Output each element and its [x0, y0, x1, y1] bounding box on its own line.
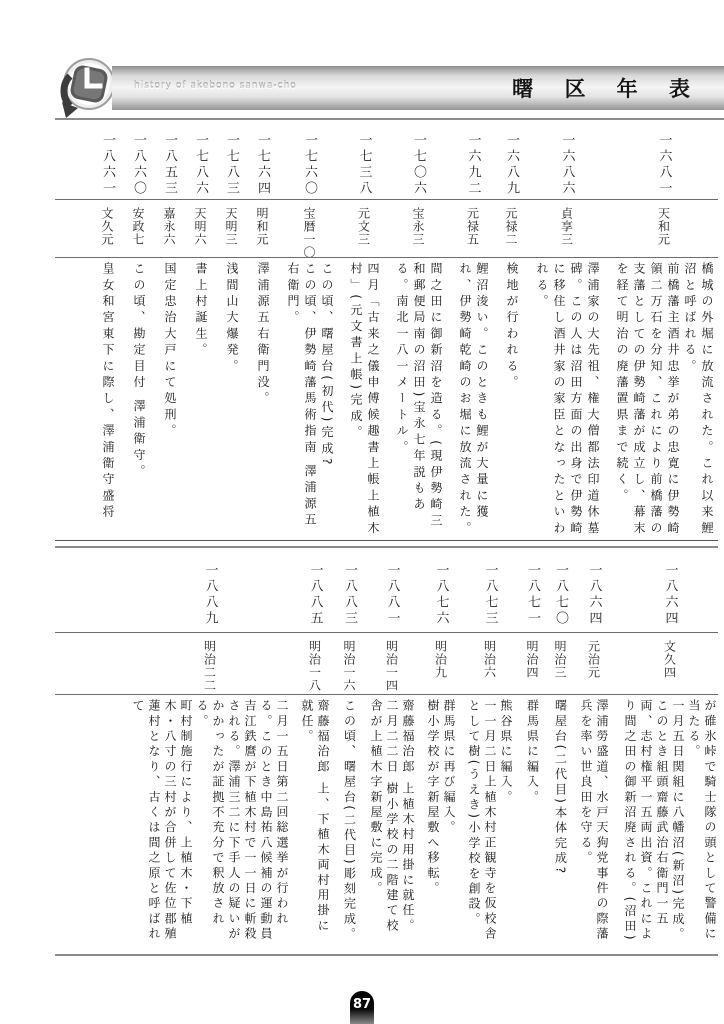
entry-paragraph: 群馬県に再び編入。	[442, 699, 456, 836]
band-section	[578, 554, 718, 946]
entry-era: 安政七	[131, 207, 145, 246]
timeline-entry	[340, 554, 359, 946]
timeline-entry	[222, 124, 241, 540]
timeline-entry	[393, 124, 444, 540]
entry-paragraph: 町村制施行により、上植木・下植木・八寸の三村が合併して佐位郡殖蓮村となり、古くは間之原と呼ばれて	[131, 699, 193, 943]
entry-era: 明治一四	[384, 640, 399, 692]
timeline-entry	[551, 554, 570, 946]
entry-paragraph: この頃、伊勢崎藩馬術指南 澤浦源五右衛門。	[286, 262, 317, 530]
entry-text	[284, 257, 335, 540]
entry-year: 一七三八	[356, 133, 372, 197]
entry-era: 天明六	[193, 207, 207, 246]
entry-year: 一七八三	[224, 133, 239, 197]
timeline-entry	[253, 124, 272, 540]
entry-paragraph: 橋城の外堀に放流された。これ以来鯉沼と呼ばれる。	[683, 262, 714, 538]
entry-era: 天和元	[656, 207, 671, 246]
entry-paragraph: 皇女和宮東下に際し、澤浦衛守盛将	[101, 262, 115, 522]
entry-text	[553, 694, 569, 946]
timeline-entry	[284, 124, 335, 540]
entry-era: 明治一八	[307, 640, 322, 692]
entry-text	[613, 257, 715, 540]
timeline-entry	[466, 554, 514, 946]
entry-text	[466, 694, 514, 946]
band-section	[55, 124, 718, 540]
timeline-entry	[425, 554, 457, 946]
entry-year: 一七六四	[255, 133, 270, 197]
entry-paragraph: この頃、曙屋台(二代目)彫刻完成。	[342, 699, 357, 943]
entry-era: 元治元	[586, 640, 601, 679]
entry-paragraph: この頃、勘定目付 澤浦衛守。	[132, 262, 146, 481]
entry-paragraph: 齋藤福治郎 上、下植木両村用掛に就任。	[300, 699, 330, 935]
entry-era: 嘉永六	[162, 207, 176, 246]
entry-year: 一六八一	[656, 133, 672, 197]
timeline-table	[55, 124, 718, 956]
timeline-band-edo	[55, 124, 718, 540]
band-bottom-rule	[55, 954, 718, 956]
timeline-entry	[130, 554, 290, 946]
entry-paragraph: 前橋藩主酒井忠挙が弟の忠寛に伊勢崎領二万石を分知、これにより前橋藩の支藩としての伊勢崎藩が成立し、幕末を経て明治の廃藩置県まで続く。	[615, 262, 680, 538]
band-section	[55, 554, 578, 946]
entry-year: 一八八三	[342, 563, 357, 627]
entry-text	[99, 257, 116, 540]
entry-paragraph: 浅間山大爆発。	[225, 262, 239, 376]
entry-year: 一八七六	[433, 563, 449, 627]
entry-era: 明治二二	[202, 640, 217, 692]
entry-paragraph: が碓氷峠で騎士隊の頭として警備に当たる。	[687, 699, 717, 943]
timeline-entry	[456, 124, 490, 540]
timeline-entry	[98, 124, 117, 540]
entry-year: 一七八六	[193, 133, 208, 197]
entry-text	[130, 694, 290, 946]
timeline-entry	[578, 554, 610, 946]
entry-paragraph: 澤浦家の大先祖、権大僧都法印道休墓碑。この人は沼田方面の出身で伊勢崎に移住し酒井家の家臣となったといわれる。	[535, 262, 600, 538]
entry-paragraph: 澤浦勞盛道、水戸天狗党事件の際藩兵を率い世良田を守る。	[579, 699, 609, 943]
entry-paragraph: 樹小学校が字新屋敷へ移転。	[426, 699, 440, 897]
entry-era: 元禄五	[465, 207, 480, 246]
entry-era: 宝暦一〇	[302, 207, 316, 259]
entry-paragraph: 齋藤福治郎 上植木村用掛に就任。	[401, 699, 415, 935]
timeline-entry	[368, 554, 416, 946]
timeline-entry	[622, 554, 718, 946]
entry-paragraph: 検地が行われる。	[505, 262, 519, 392]
entry-text	[525, 694, 541, 946]
entry-paragraph: 曙屋台(二代目)本体完成?	[553, 699, 568, 877]
entry-text	[342, 694, 358, 946]
entry-year: 一八八五	[307, 563, 323, 627]
entry-era: 文久四	[662, 640, 677, 679]
entry-text	[299, 694, 331, 946]
entry-year: 一八六一	[100, 133, 115, 197]
entry-year: 一八六四	[586, 563, 602, 627]
entry-text	[622, 694, 718, 946]
timeline-entry	[129, 124, 148, 540]
entry-era: 明治三	[553, 640, 567, 679]
entry-text	[192, 257, 209, 540]
page-number: 87	[352, 997, 372, 1012]
entry-year: 一八七〇	[553, 563, 568, 627]
entry-year: 一八八九	[202, 563, 218, 627]
entry-text	[533, 257, 601, 540]
entry-text	[456, 257, 490, 540]
timeline-entry	[502, 124, 521, 540]
entry-text	[393, 257, 444, 540]
entry-text	[161, 257, 178, 540]
timeline-entry	[160, 124, 179, 540]
entry-text	[368, 694, 416, 946]
entry-year: 一七六〇	[302, 133, 317, 197]
title-banner	[112, 66, 724, 110]
entry-paragraph: 一一月二日上植木村正観寺を仮校舎として樹(うえき)小学校を創設。	[467, 699, 497, 943]
entry-paragraph: 二月一五日第二回総選挙が行われる。このとき中島祐八候補の運動員吉江鉄麿が下植木村で一一日に斬殺される。澤浦三二に下手人の疑いがかかったが証拠不充分で釈放される。	[195, 699, 289, 943]
page-header	[0, 56, 724, 116]
entry-era: 明治九	[433, 640, 448, 679]
entry-paragraph: 群馬県に編入。	[525, 699, 540, 806]
entry-era: 明治一六	[342, 640, 356, 692]
timeline-entry	[533, 124, 601, 540]
entry-text	[347, 257, 381, 540]
timeline-entry	[523, 554, 542, 946]
entry-year: 一七〇六	[411, 133, 426, 197]
entry-text	[130, 257, 147, 540]
entry-year: 一六八六	[559, 133, 575, 197]
page-number-tab	[350, 991, 374, 1024]
entry-era: 元禄二	[504, 207, 518, 246]
entry-year: 一八八一	[384, 563, 400, 627]
entry-paragraph: 澤浦源五右衛門没。	[256, 262, 270, 408]
entry-text	[223, 257, 240, 540]
page-title: 曙 区 年 表	[512, 77, 702, 101]
timeline-entry	[299, 554, 331, 946]
entry-era: 貞享三	[559, 207, 574, 246]
band-separator-rule	[55, 540, 718, 548]
entry-paragraph: 国定忠治大戸にて処刑。	[163, 262, 177, 441]
entry-era: 明治六	[482, 640, 497, 679]
entry-era: 天明三	[224, 207, 238, 246]
entry-era: 宝永三	[411, 207, 425, 246]
entry-paragraph: 四月「古来之儀申傅候趣書上帳上植木村」(元文書上帳)完成。	[349, 262, 380, 538]
timeline-entry	[191, 124, 210, 540]
entry-text	[254, 257, 271, 540]
timeline-entry	[347, 124, 381, 540]
entry-paragraph: 間之田に御新沼を造る。(現伊勢崎三和郵便局南の沼田)宝永七年説もある。南北一八一メートル。	[395, 262, 443, 531]
entry-paragraph: 二月二二日 樹小学校の二階建て校舎が上植木字新屋敷に完成。	[369, 699, 399, 935]
header-rule	[55, 118, 724, 120]
entry-year: 一八七三	[482, 563, 498, 627]
timeline-band-meiji	[55, 554, 718, 946]
entry-text	[578, 694, 610, 946]
entry-year: 一八六四	[662, 563, 678, 627]
entry-paragraph: 鯉沼浚い。このときも鯉が大量に獲れ、伊勢崎乾崎のお堀に放流された。	[458, 262, 489, 538]
header-subtitle: history of akebono sanwa-cho	[134, 81, 297, 91]
timeline-entry	[613, 124, 715, 540]
entry-era: 文久元	[100, 207, 114, 246]
clock-history-icon	[56, 56, 118, 120]
entry-paragraph: 熊谷県に編入。	[499, 699, 513, 806]
entry-paragraph: 書上村誕生。	[194, 262, 208, 360]
entry-year: 一八七一	[525, 563, 540, 627]
entry-year: 一八六〇	[131, 133, 146, 197]
entry-paragraph: この頃、曙屋台(初代)完成?	[320, 262, 334, 469]
entry-era: 明和元	[255, 207, 269, 246]
entry-year: 一六九二	[465, 133, 481, 197]
entry-paragraph: 一月五日関組に八幡沼(新沼)完成。このとき組頭齋藤武治右衛門一五両、志村権平一五両出資。これにより間之田の御新沼廃される。(沼田)	[623, 699, 685, 943]
entry-text	[503, 257, 520, 540]
entry-year: 一六八九	[504, 133, 519, 197]
entry-era: 元文三	[356, 207, 371, 246]
entry-text	[425, 694, 457, 946]
entry-year: 一八五三	[162, 133, 177, 197]
entry-era: 明治四	[525, 640, 539, 679]
